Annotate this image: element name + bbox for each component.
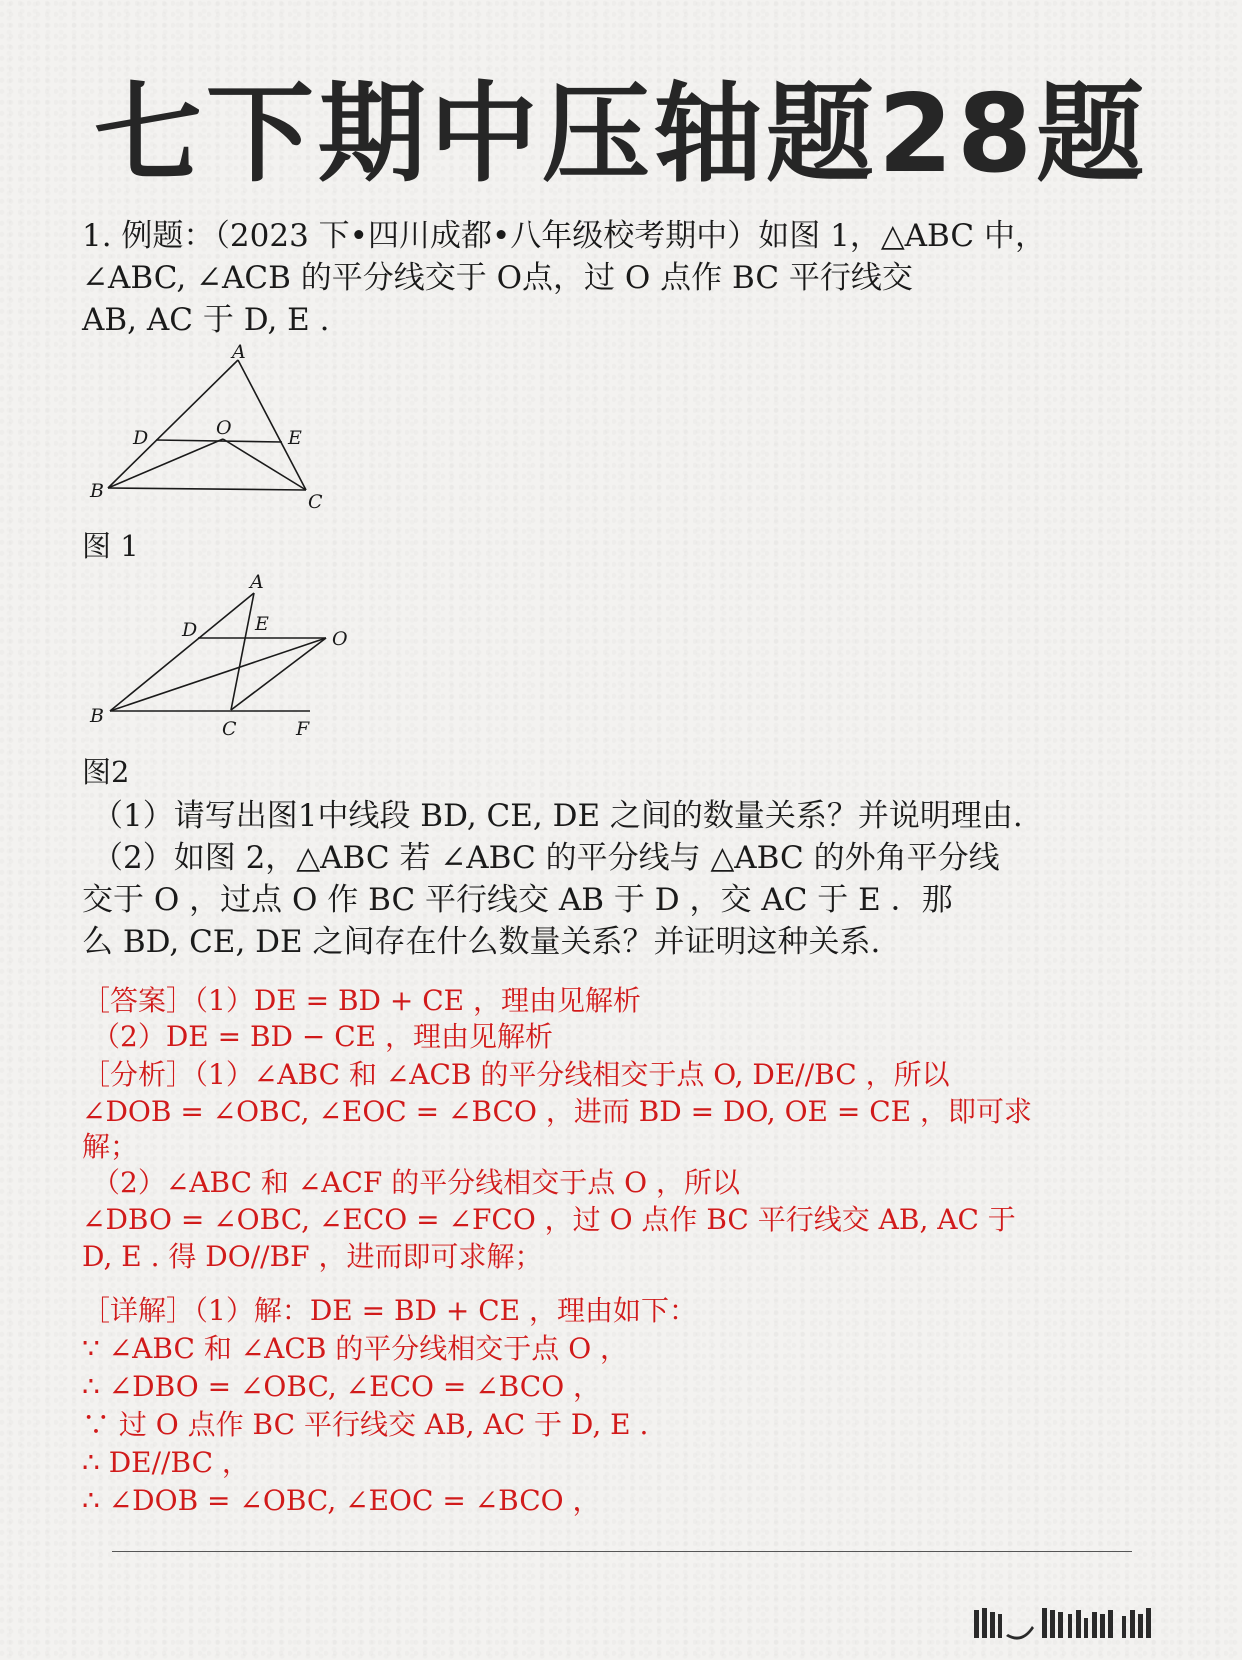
fig1-label-d: D xyxy=(133,427,149,449)
detail-line-5: ∴ DE//BC ， xyxy=(82,1446,250,1479)
page-title: 七下期中压轴题28题 xyxy=(93,72,1149,197)
sub-question-2-line-1: （2）如图 2，△ABC 若 ∠ABC 的平分线与 △ABC 的外角平分线 xyxy=(92,840,1000,876)
fig2-label-e: E xyxy=(255,613,269,635)
analysis-line-2: ∠DOB = ∠OBC, ∠EOC = ∠BCO ，进而 BD = DO, OE = CE ，即可求 xyxy=(82,1095,1032,1128)
fig2-label-b: B xyxy=(90,705,104,727)
figure-1-caption: 图 1 xyxy=(82,529,139,563)
fig2-label-a: A xyxy=(250,571,264,593)
analysis-line-3: 解； xyxy=(82,1130,139,1163)
detail-line-6: ∴ ∠DOB = ∠OBC, ∠EOC = ∠BCO ， xyxy=(82,1484,601,1517)
sub-question-2-line-2: 交于 O ，过点 O 作 BC 平行线交 AB 于 D ，交 AC 于 E ．那 xyxy=(82,882,953,918)
figure-2-caption: 图2 xyxy=(82,755,130,789)
analysis-line-4: （2）∠ABC 和 ∠ACF 的平分线相交于点 O ，所以 xyxy=(92,1166,741,1199)
analysis-line-5: ∠DBO = ∠OBC, ∠ECO = ∠FCO ，过 O 点作 BC 平行线交 AB, AC 于 xyxy=(82,1203,1016,1236)
figure-1 xyxy=(88,340,348,515)
answer-line-2: （2）DE = BD − CE ，理由见解析 xyxy=(92,1020,554,1053)
analysis-line-1: ［分析］（1）∠ABC 和 ∠ACB 的平分线相交于点 O, DE//BC ，所以 xyxy=(82,1058,950,1091)
fig1-label-c: C xyxy=(308,491,323,513)
question-line-2: ∠ABC, ∠ACB 的平分线交于 O点，过 O 点作 BC 平行线交 xyxy=(82,260,913,296)
detail-line-1: ［详解］（1）解：DE = BD + CE ，理由如下： xyxy=(82,1294,698,1327)
answer-line-1: ［答案］（1）DE = BD + CE ，理由见解析 xyxy=(82,984,642,1017)
fig1-label-e: E xyxy=(288,427,302,449)
fig2-label-f: F xyxy=(296,718,310,740)
bottom-divider xyxy=(112,1551,1132,1552)
question-line-1: 1. 例题：（2023 下•四川成都•八年级校考期中）如图 1，△ABC 中， xyxy=(82,218,1046,254)
sub-question-2-line-3: 么 BD, CE, DE 之间存在什么数量关系？并证明这种关系. xyxy=(82,924,881,960)
question-line-3: AB, AC 于 D, E . xyxy=(82,302,330,338)
fig2-label-c: C xyxy=(222,718,237,740)
analysis-line-6: D, E . 得 DO//BF ，进而即可求解； xyxy=(82,1240,543,1273)
sub-question-1: （1）请写出图1中线段 BD, CE, DE 之间的数量关系？并说明理由. xyxy=(92,798,1023,834)
figure-2 xyxy=(88,570,358,740)
detail-line-3: ∴ ∠DBO = ∠OBC, ∠ECO = ∠BCO ， xyxy=(82,1370,602,1403)
fig2-label-d: D xyxy=(182,619,198,641)
fig2-label-o: O xyxy=(332,628,348,650)
fig1-label-b: B xyxy=(90,480,104,502)
signal-bars-icon xyxy=(972,1604,1212,1640)
detail-line-4: ∵ 过 O 点作 BC 平行线交 AB, AC 于 D, E . xyxy=(82,1408,649,1441)
fig1-label-a: A xyxy=(232,341,246,363)
detail-line-2: ∵ ∠ABC 和 ∠ACB 的平分线相交于点 O ， xyxy=(82,1332,629,1365)
fig1-label-o: O xyxy=(216,417,232,439)
